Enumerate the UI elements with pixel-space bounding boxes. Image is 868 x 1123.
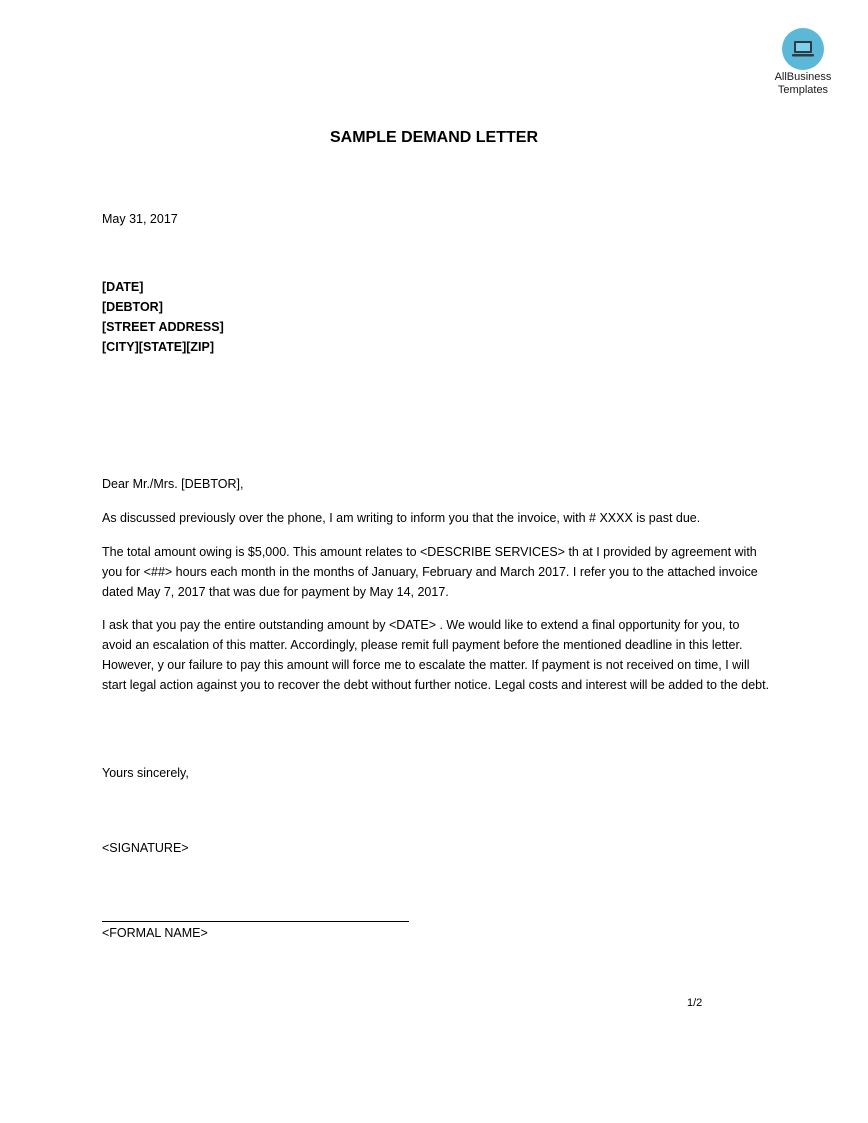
paragraph-3: I ask that you pay the entire outstanding amount by <DATE> . We would like to extend a final opportunity for you, to avoid an escalation of this matter. Accordingly, please remit full payment before the mentioned deadline in this letter. However, y our failure to pay this amount will force me to escalate the matter. If payment is not received on time, I will start legal action against you to recover the debt without further notice. Legal costs and interest will be added to the debt.	[102, 618, 770, 692]
signature-line	[102, 921, 409, 922]
signature-placeholder: <SIGNATURE>	[102, 841, 189, 855]
address-line-street: [STREET ADDRESS]	[102, 320, 224, 334]
logo-text-line1: AllBusiness	[774, 71, 832, 83]
document-title: SAMPLE DEMAND LETTER	[330, 129, 538, 146]
formal-name: <FORMAL NAME>	[102, 926, 208, 940]
letter-date: May 31, 2017	[102, 212, 178, 226]
laptop-icon	[782, 28, 824, 70]
address-line-debtor: [DEBTOR]	[102, 300, 163, 314]
page-number: 1/2	[687, 997, 703, 1009]
paragraph-2: The total amount owing is $5,000. This amount relates to <DESCRIBE SERVICES> th at I provided by agreement with you for <##> hours each month in the months of January, February and March 2017. I refer you to the attached invoice dated May 7, 2017 that was due for payment by May 14, 2017.	[102, 545, 758, 599]
brand-logo	[768, 28, 838, 96]
paragraph-1: As discussed previously over the phone, I am writing to inform you that the invoice, with # XXXX is past due.	[102, 511, 701, 525]
salutation: Dear Mr./Mrs. [DEBTOR],	[102, 477, 244, 491]
address-line-date: [DATE]	[102, 280, 144, 294]
recipient-address	[102, 277, 224, 357]
address-line-city: [CITY][STATE][ZIP]	[102, 340, 215, 354]
closing: Yours sincerely,	[102, 766, 189, 780]
logo-text-line2: Templates	[777, 84, 829, 96]
